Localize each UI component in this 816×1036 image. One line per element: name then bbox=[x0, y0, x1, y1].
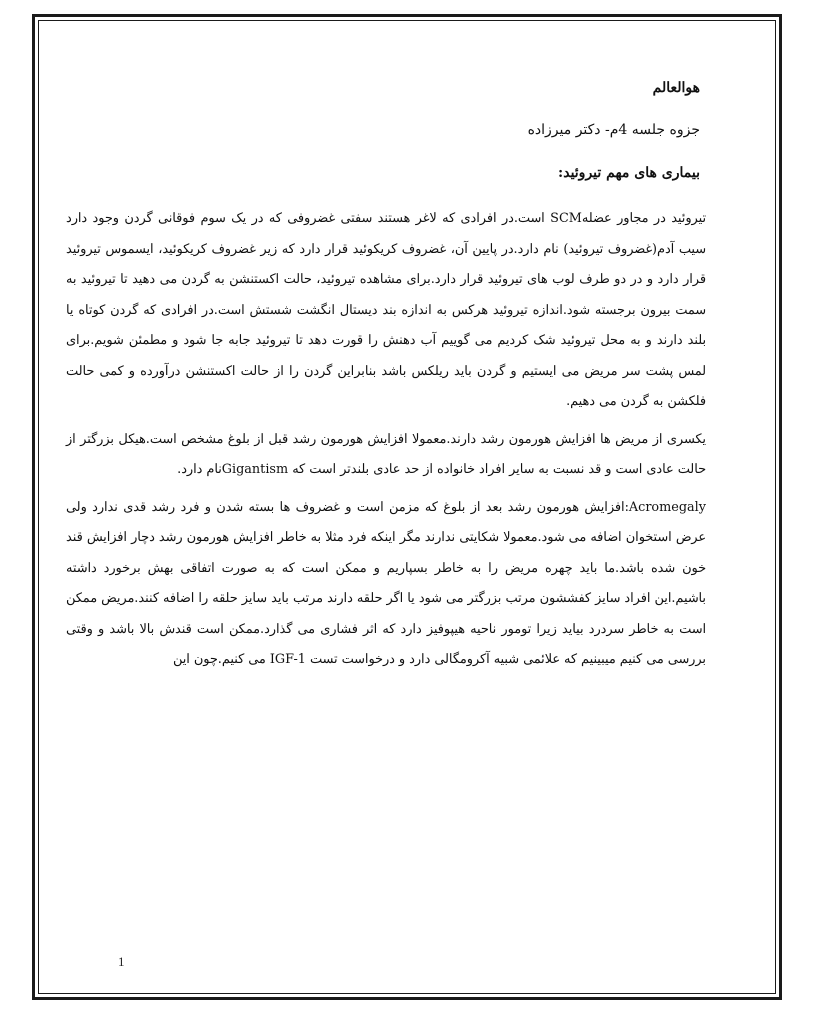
page-number: 1 bbox=[118, 954, 125, 969]
document-body bbox=[66, 78, 706, 683]
session-title: جزوه جلسه 4م- دکتر میرزاده bbox=[527, 122, 700, 138]
paragraph-gigantism: یکسری از مریض ها افزایش هورمون رشد دارند.معمولا افزایش هورمون رشد قبل از بلوغ مشخص است.هیکل بزرگتر از حالت عادی است و قد نسبت به سایر افراد خانواده از حد عادی بلندتر است که Gigantismنام دارد. bbox=[66, 431, 706, 477]
paragraph-thyroid-anatomy: تیروئید در مجاور عضلهSCM است.در افرادی که لاغر هستند سفتی غضروفی که در یک سوم فوقانی گردن وجود دارد سیب آدم(غضروف تیروئید) نام دارد.در پایین آن، غضروف کریکوئید قرار دارد که زیر غضروف کریکوئید، ایسموس تیروئید قرار دارد و در دو طرف لوب های تیروئید قرار دارد.برای مشاهده تیروئید، حالت اکستنشن به گردن می دهید تا تیروئید به سمت بیرون برجسته شود.اندازه تیروئید هرکس به اندازه بند دیستال انگشت شستش است.در افرادی که گردن کوتاه یا بلند دارند و به محل تیروئید شک کردیم می گوییم آب دهنش را قورت دهد تا تیروئید جابه جا شود و مطمئن شویم.برای لمس پشت سر مریض می ایستیم و گردن باید ریلکس باشد بنابراین گردن را از حالت اکستنشن درآورده و کمی حالت فلکشن به گردن می دهیم. bbox=[66, 211, 707, 409]
paragraph-acromegaly: Acromegaly:افزایش هورمون رشد بعد از بلوغ که مزمن است و غضروف ها بسته شدن و فرد رشد قدی ندارد ولی عرض استخوان اضافه می شود.معمولا شکایتی ندارند مگر اینکه فرد مثلا به خاطر افزایش هورمون رشد دچار افزایش قند خون شده باشد.ما باید چهره مریض را به خاطر بسپاریم و ممکن است که به صورت اتفاقی بهش برخورد داشته باشیم.این افراد سایز کفششون مرتب بزرگتر می شود یا اگر حلقه دارند مرتب باید سایز حلقه را اضافه کنند.مریض ممکن است به خاطر سردرد بیاید زیرا تومور ناحیه هیپوفیز دارد که اثر فشاری می گذارد.ممکن است قندش بالا باشد و وقتی بررسی می کنیم میبینیم که علائمی شبیه آکرومگالی دارد و درخواست تست IGF-1 می کنیم.چون این bbox=[66, 499, 706, 667]
document-greeting: هوالعالم bbox=[652, 80, 700, 96]
section-heading: بیماری های مهم تیروئید: bbox=[558, 165, 700, 181]
